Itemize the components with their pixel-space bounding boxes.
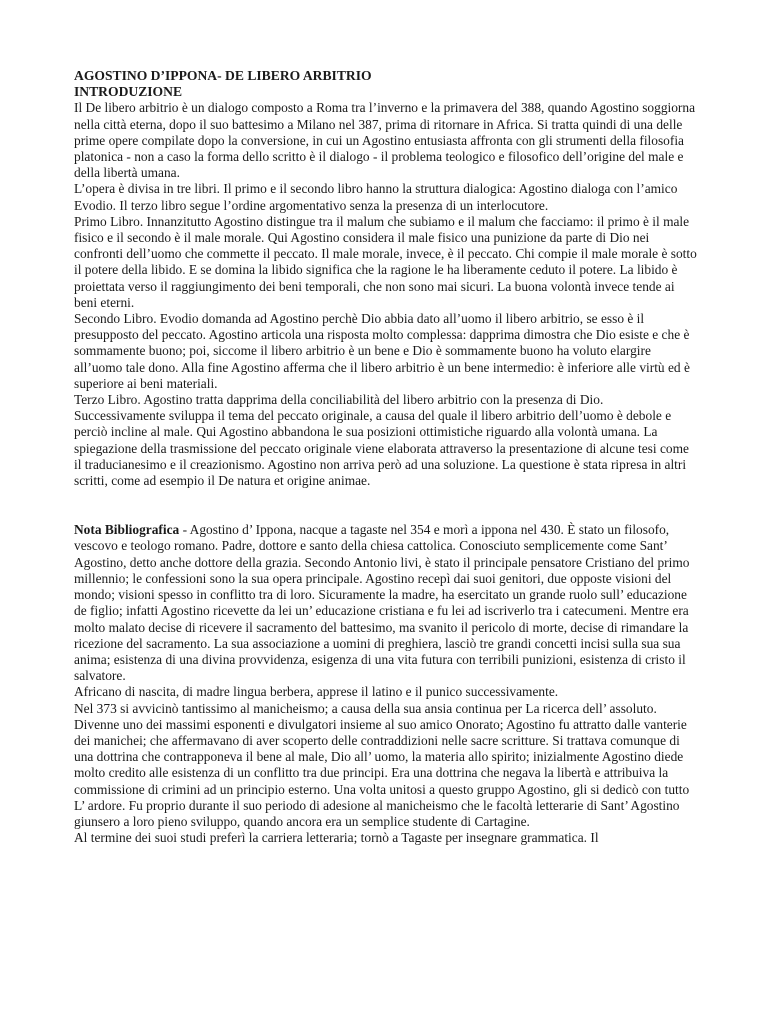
intro-paragraph: Il De libero arbitrio è un dialogo composto a Roma tra l’inverno e la primavera del 388, quando Agostino soggiorna nella città eterna, dopo il suo battesimo a Milano nel 387, prima di ritornare in Africa. Si tratta quindi di una delle prime opere compilate dopo la conversione, in cui un Agostino entusiasta affronta con gli strumenti della filosofia platonica - non a caso la forma dello scritto è il dialogo - il problema teologico e filosofico dell’origine del male e della libertà umana. bbox=[74, 100, 696, 181]
bio-label: Nota Bibliografica bbox=[74, 522, 180, 538]
section-spacer bbox=[74, 489, 698, 522]
intro-paragraph: L’opera è divisa in tre libri. Il primo e il secondo libro hanno la struttura dialogica: Agostino dialoga con l’amico Evodio. Il terzo libro segue l’ordine argomentativo senza la presenza di un interlocutore. bbox=[74, 181, 678, 213]
document-title: AGOSTINO D’IPPONA- DE LIBERO ARBITRIO bbox=[74, 68, 372, 83]
bio-section bbox=[74, 522, 698, 846]
document-page bbox=[74, 68, 698, 846]
bio-text: - Agostino d’ Ippona, nacque a tagaste nel 354 e morì a ippona nel 430. È stato un filosofo, vescovo e teologo romano. Padre, dottore e santo della chiesa cattolica. Conosciuto semplicemente come Sant’ Agostino, detto anche dottore della grazia. Secondo Antonio livi, è stato il principale pensatore Cristiano del primo millennio; le confessioni sono la sua opera principale. Agostino recepì dai suoi genitori, due opposte visioni del mondo; visioni spesso in conflitto tra di loro. Sicuramente la madre, ha esercitato un grande ruolo sull’ educazione de figlio; infatti Agostino ricevette da lei un’ educazione cristiana e fu lei ad iscriverlo tra i catecumeni. Mentre era molto malato decise di ricevere il sacramento del battesimo, ma svanito il pericolo di morte, decise di rimandare la ricezione del sacramento. La sua associazione a uomini di preghiera, lasciò tre grandi concetti incisi sulla sua sua anima; esistenza di una divina provvidenza, esigenza di una vita futura con terribili punizioni, esistenza di cristo il salvatore. bbox=[74, 522, 690, 684]
intro-section bbox=[74, 100, 698, 489]
section-heading-introduzione: INTRODUZIONE bbox=[74, 84, 183, 100]
bio-paragraph: Al termine dei suoi studi preferì la carriera letteraria; tornò a Tagaste per insegnare grammatica. Il bbox=[74, 830, 599, 846]
intro-paragraph: Terzo Libro. Agostino tratta dapprima della conciliabilità del libero arbitrio con la presenza di Dio. Successivamente sviluppa il tema del peccato originale, a causa del quale il libero arbitrio dell’uomo è debole e perciò incline al male. Qui Agostino abbandona le sua posizioni ottimistiche riguardo alla volontà umana. La spiegazione della trasmissione del peccato originale viene elaborata attraverso la presentazione di alcune tesi come il traducianesimo e il creazionismo. Agostino non arriva però ad una soluzione. La questione è stata ripresa in altri scritti, come ad esempio il De natura et origine animae. bbox=[74, 392, 689, 489]
bio-paragraph: Nel 373 si avvicinò tantissimo al manicheismo; a causa della sua ansia continua per La ricerca dell’ assoluto. Divenne uno dei massimi esponenti e divulgatori insieme al suo amico Onorato; Agostino fu attratto dalle vanterie dei manichei; che affermavano di aver scoperto delle contraddizioni nelle sacre scritture. Si trattava comunque di una dottrina che contrapponeva il bene al male, Dio all’ uomo, la materia allo spirito; inizialmente Agostino diede molto credito alle esistenza di un conflitto tra due principi. Era una dottrina che negava la libertà e attribuiva la commissione di crimini ad un principio esterno. Una volta unitosi a questo gruppo Agostino, gli si dedicò con tutto L’ ardore. Fu proprio durante il suo periodo di adesione al manicheismo che le facoltà letterarie di Sant’ Agostino giunsero a loro pieno sviluppo, quando ancora era un semplice studente di Cartagine. bbox=[74, 700, 690, 829]
bio-paragraph: Africano di nascita, di madre lingua berbera, apprese il latino e il punico successivamente. bbox=[74, 684, 559, 700]
intro-paragraph: Primo Libro. Innanzitutto Agostino distingue tra il malum che subiamo e il malum che facciamo: il primo è il male fisico e il secondo è il male morale. Qui Agostino considera il male fisico una punizione da parte di Dio nei confronti dell’uomo che commette il peccato. Il male morale, invece, è il peccato. Chi compie il male morale è sotto il potere della libido. E se domina la libido significa che la ragione le ha liberamente ceduto il potere. La libido è proiettata verso il raggiungimento dei beni temporali, che non sono mai sicuri. La buona volontà invece tende ai beni eterni. bbox=[74, 213, 697, 310]
bio-paragraph bbox=[74, 522, 698, 684]
intro-paragraph: Secondo Libro. Evodio domanda ad Agostino perchè Dio abbia dato all’uomo il libero arbitrio, se esso è il presupposto del peccato. Agostino articola una risposta molto complessa: dapprima dimostra che Dio esiste e che è sommamente buono; poi, siccome il libero arbitrio è un bene e Dio è sommamente buono ha voluto elargire all’uomo tale dono. Alla fine Agostino afferma che il libero arbitrio è un bene intermedio: è inferiore alle virtù ed è superiore ai beni materiali. bbox=[74, 311, 690, 391]
